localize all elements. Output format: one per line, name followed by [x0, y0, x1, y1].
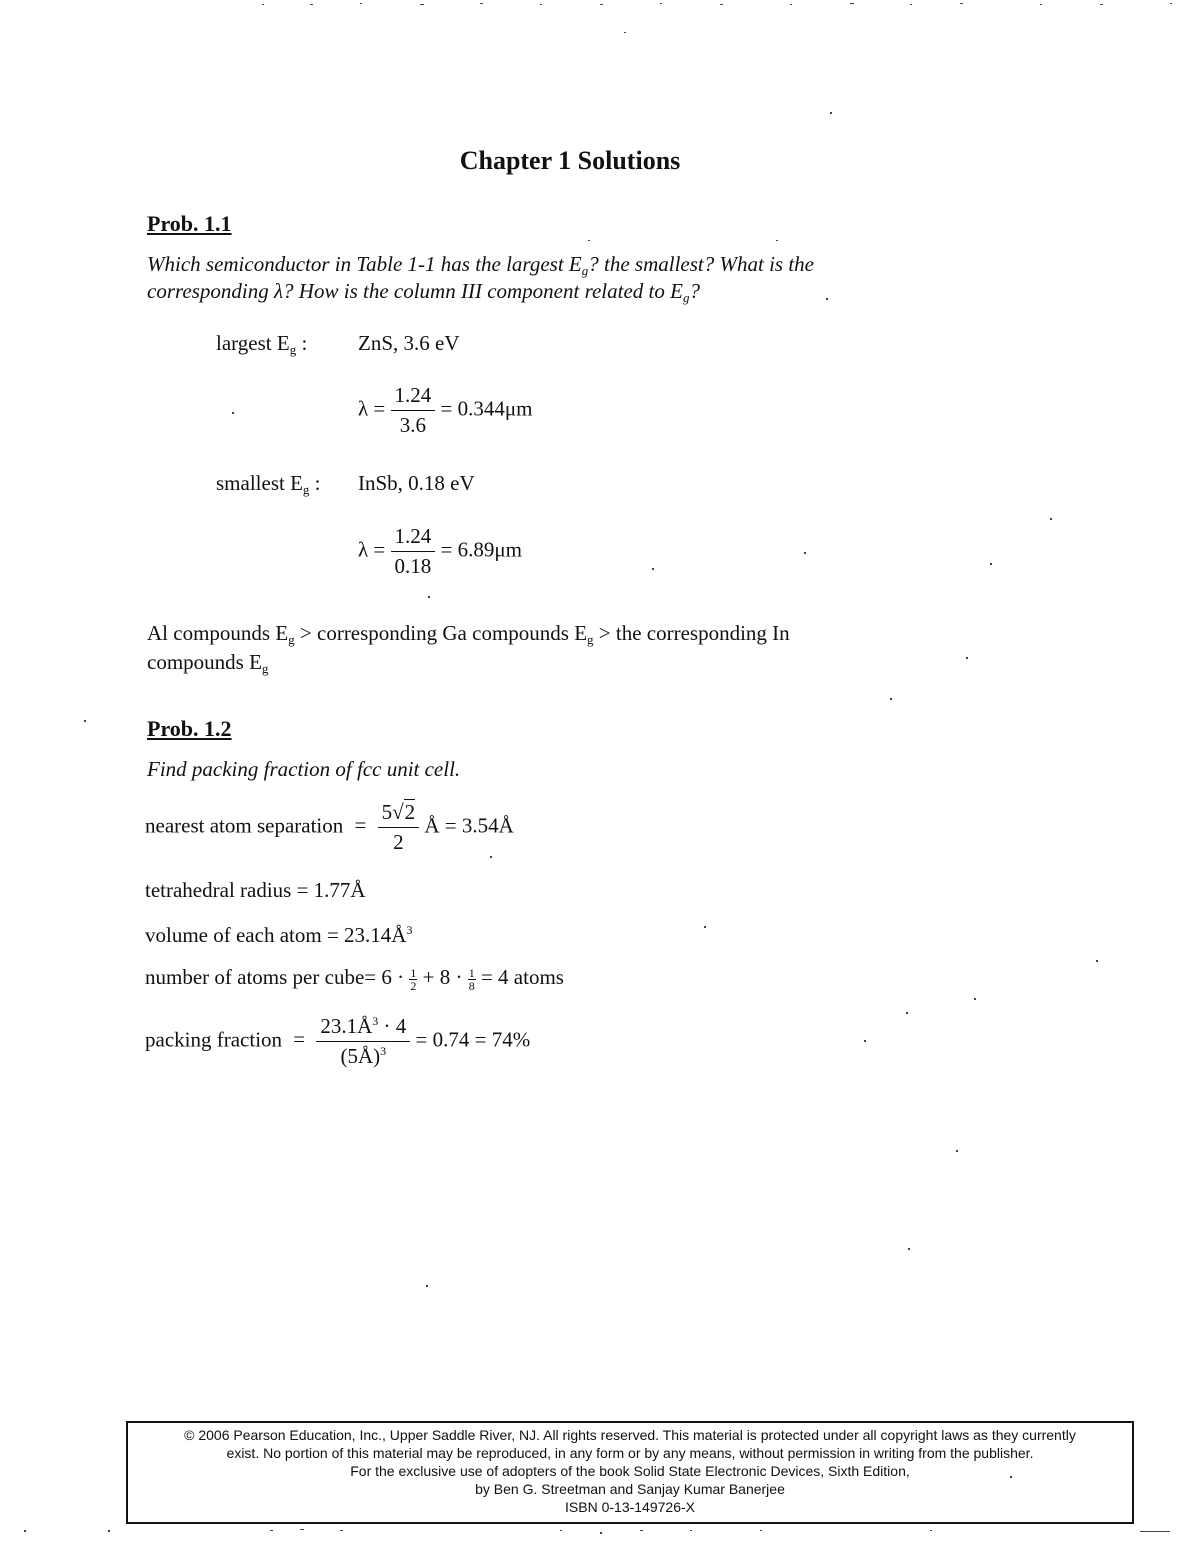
eq-rhs: Å = 3.54Å: [424, 813, 514, 838]
footer-line-3: For the exclusive use of adopters of the book Solid State Electronic Devices, Sixth Edition,: [350, 1463, 910, 1479]
volume-of-each-atom: [145, 923, 412, 948]
fraction: [409, 967, 417, 992]
label-text: packing fraction: [145, 1027, 283, 1052]
equals: =: [293, 1027, 306, 1052]
label-text: largest E: [216, 331, 290, 355]
label-text: tetrahedral radius: [145, 878, 292, 902]
numerator: 1.24: [391, 524, 436, 552]
conclusion-text: compounds E: [147, 650, 262, 674]
prob-1-2-question: Find packing fraction of fcc unit cell.: [147, 757, 461, 781]
footer-line-4: by Ben G. Streetman and Sanjay Kumar Banerjee: [475, 1481, 785, 1497]
prob-1-1-question-line2: [147, 279, 700, 304]
fraction: [378, 800, 420, 855]
copyright-footer: [126, 1421, 1134, 1524]
conclusion-text: Al compounds E: [147, 621, 289, 645]
denominator: 0.18: [394, 554, 432, 578]
subscript: g: [288, 632, 295, 647]
question-text: ? the smallest? What is the: [588, 252, 814, 276]
eq-lhs: λ =: [358, 537, 386, 562]
colon: :: [296, 331, 308, 355]
denominator: [316, 1042, 410, 1069]
eq-rhs: = 0.344μm: [440, 396, 533, 421]
prob-1-1-question-line1: [147, 252, 814, 277]
eq-rhs: = 1.77Å: [296, 878, 366, 902]
footer-line-2: exist. No portion of this material may be reproduced, in any form or by any means, without permission in writing from the publisher.: [226, 1445, 1034, 1461]
largest-eg-value: ZnS, 3.6 eV: [358, 331, 460, 355]
numerator-text: · 4: [378, 1014, 407, 1038]
subscript: g: [261, 661, 269, 676]
equals: =: [354, 813, 367, 838]
prob-1-2-heading: Prob. 1.2: [147, 716, 232, 741]
numerator: 1: [468, 965, 475, 980]
prob-1-1-heading: Prob. 1.1: [147, 211, 232, 236]
subscript: g: [587, 632, 594, 647]
subscript: g: [302, 482, 310, 497]
question-text: ?: [689, 279, 700, 303]
eq-rhs: = 6.89μm: [440, 537, 522, 562]
equation-lambda-largest: [358, 383, 532, 438]
conclusion-line1: [147, 621, 790, 646]
denominator: 2: [393, 830, 404, 854]
packing-fraction: [145, 1014, 530, 1069]
label-text: volume of each atom: [145, 923, 322, 947]
conclusion-line2: [147, 650, 268, 675]
denominator: 8: [468, 978, 475, 993]
eq-rhs: = 23.14Å: [326, 923, 407, 947]
conclusion-text: > the corresponding In: [593, 621, 790, 645]
question-text: corresponding λ? How is the column III component related to E: [147, 279, 683, 303]
nearest-atom-separation: [145, 800, 514, 855]
footer-line-5: ISBN 0-13-149726-X: [565, 1499, 695, 1515]
number-of-atoms-per-cube: [145, 965, 564, 992]
label-text: number of atoms per cube: [145, 965, 365, 989]
numerator: [378, 800, 420, 828]
numerator: [316, 1014, 410, 1042]
superscript: 3: [372, 1014, 379, 1028]
conclusion-text: > corresponding Ga compounds E: [294, 621, 588, 645]
largest-eg-label: [216, 331, 307, 356]
superscript: 3: [406, 923, 413, 937]
smallest-eg-label: [216, 471, 321, 496]
tetrahedral-radius: [145, 878, 366, 903]
numerator-text: 23.1Å: [320, 1014, 373, 1038]
fraction: [316, 1014, 410, 1069]
subscript: g: [682, 290, 690, 305]
numerator: 1: [410, 965, 417, 980]
radicand: 2: [404, 800, 416, 824]
sqrt-icon: √: [392, 800, 404, 824]
subscript: g: [581, 263, 589, 278]
numerator: 1.24: [391, 383, 436, 411]
fraction: [391, 383, 436, 438]
eq-rhs: = 0.74 = 74%: [415, 1027, 531, 1052]
label-text: smallest E: [216, 471, 303, 495]
eq-part: + 8 ·: [422, 965, 463, 989]
eq-lhs: λ =: [358, 396, 386, 421]
fraction: [391, 524, 436, 579]
footer-line-1: © 2006 Pearson Education, Inc., Upper Saddle River, NJ. All rights reserved. This material is protected under all copyright laws as they currently: [184, 1427, 1076, 1443]
eq-part: = 6 ·: [364, 965, 405, 989]
question-text: Which semiconductor in Table 1-1 has the largest E: [147, 252, 582, 276]
denominator: 2: [410, 978, 417, 993]
page-title: Chapter 1 Solutions: [459, 146, 681, 175]
denominator-text: (5Å): [340, 1044, 381, 1068]
smallest-eg-value: InSb, 0.18 eV: [358, 471, 475, 495]
equation-lambda-smallest: [358, 524, 522, 579]
coefficient: 5: [381, 800, 393, 824]
fraction: [468, 967, 476, 992]
denominator: 3.6: [399, 413, 427, 437]
subscript: g: [289, 342, 297, 357]
label-text: nearest atom separation: [145, 813, 344, 838]
colon: :: [309, 471, 321, 495]
superscript: 3: [380, 1044, 387, 1058]
eq-rhs: = 4 atoms: [480, 965, 564, 989]
